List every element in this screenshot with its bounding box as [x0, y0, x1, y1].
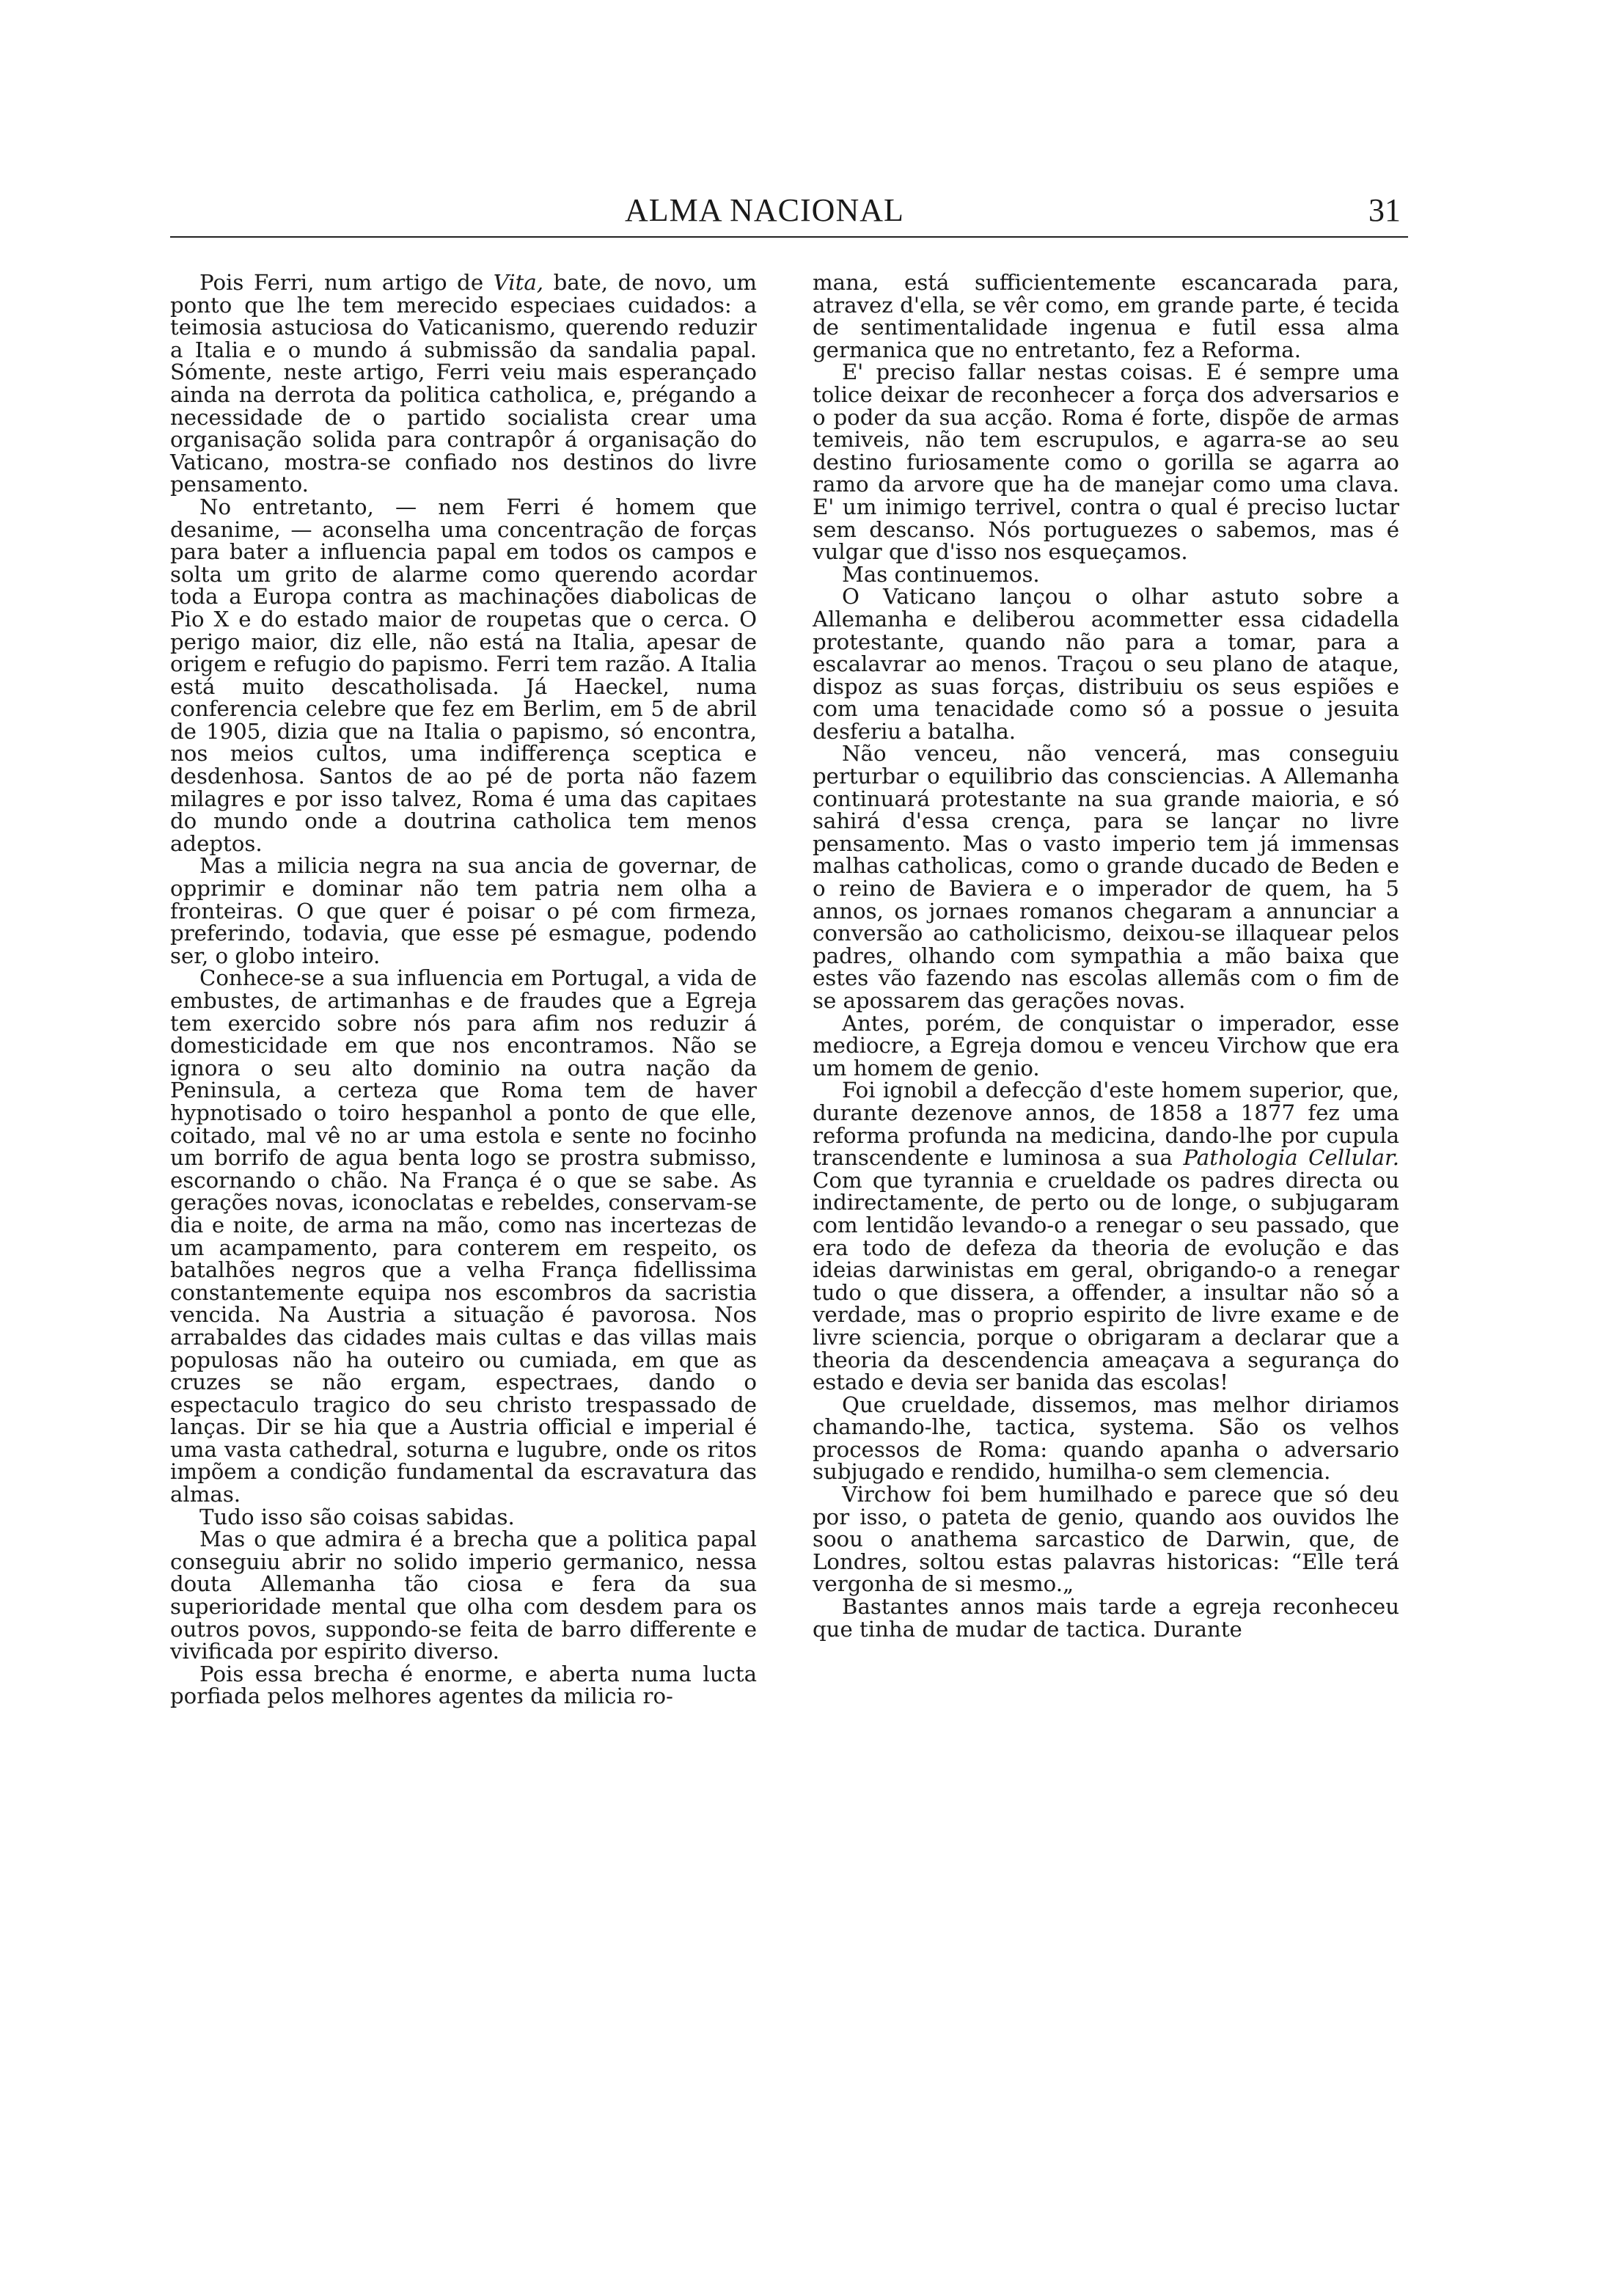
- paragraph: Pois essa brecha é enorme, e aberta numa lucta porfiada pelos melhores agentes da milicia ro-: [170, 1661, 757, 1709]
- italic-title: Pathologia Cellular.: [1183, 1145, 1400, 1171]
- paragraph: Mas continuemos.: [842, 561, 1040, 587]
- right-column: [813, 271, 1399, 1640]
- running-head-title: ALMA NACIONAL: [625, 192, 904, 228]
- italic-title: Vita,: [493, 270, 544, 295]
- paragraph-text: Pois Ferri, num artigo de: [199, 270, 494, 295]
- left-column: [170, 271, 757, 1708]
- paragraph: O Vaticano lançou o olhar astuto sobre a Allemanha e deliberou acommetter essa cidadella protestante, quando não para a tomar, para a escalavrar ao menos. Traçou o seu plano de ataque, dispoz as suas forças, distribuiu os seus espiões e com uma tenacidade como só a possue o jesuita desferiu a batalha.: [813, 584, 1399, 744]
- paragraph: Conhece-se a sua influencia em Portugal, a vida de embustes, de artimanhas e de fraudes que a Egreja tem exercido sobre nós para afim nos reduzir á domesticidade em que nos encontramos. Não se ignora o seu alto dominio na outra nação da Peninsula, a certeza que Roma tem de haver hypnotisado o toiro hespanhol a ponto de que elle, coitado, mal vê no ar uma estola e sente no focinho um borrifo de agua benta logo se prostra submisso, escornando o chão. Na França é o que se sabe. As gerações novas, iconoclatas e rebeldes, conservam-se dia e noite, de arma na mão, como nas incertezas de um acampamento, para conterem em respeito, os batalhões negros que a velha França fidellissima constantemente equipa nos escombros da sacristia vencida. Na Austria a situação é pavorosa. Nos arrabaldes das cidades mais cultas e das villas mais populosas não ha outeiro ou cumiada, em que as cruzes se não ergam, espectraes, dando o espectaculo tragico do seu christo trespassado de lanças. Dir se hia que a Austria official e imperial é uma vasta cathedral, soturna e lugubre, onde os ritos impõem a condição fundamental da escravatura das almas.: [170, 965, 757, 1507]
- paragraph: Não venceu, não vencerá, mas conseguiu perturbar o equilibrio das consciencias. A Allemanha continuará protestante na sua grande maioria, e só sahirá d'essa crença, para se lançar no livre pensamento. Mas o vasto imperio tem já immensas malhas catholicas, como o grande ducado de Beden e o reino de Baviera e o imperador de quem, ha 5 annos, os jornaes romanos chegaram a annunciar a conversão ao catholicismo, deixou-se illaquear pelos padres, olhando com sympathia a mão baixa que estes vão fazendo nas escolas allemãs com o fim de se apossarem das gerações novas.: [813, 741, 1399, 1013]
- paragraph: Virchow foi bem humilhado e parece que só deu por isso, o pateta de genio, quando aos ouvidos lhe soou o anathema sarcastico de Darwin, que, de Londres, soltou estas palavras historicas: “Elle terá vergonha de si mesmo.„: [813, 1482, 1399, 1597]
- paragraph: Mas o que admira é a brecha que a politica papal conseguiu abrir no solido imperio germanico, nessa douta Allemanha tão ciosa e fera da sua superioridade mental que olha com desdem para os outros povos, suppondo-se feita de barro differente e vivificada por espirito diverso.: [170, 1527, 757, 1664]
- paragraph: Bastantes annos mais tarde a egreja reconheceu que tinha de mudar de tactica. Durante: [813, 1594, 1399, 1642]
- paragraph: Tudo isso são coisas sabidas.: [199, 1504, 515, 1529]
- paragraph: mana, está sufficientemente escancarada para, atravez d'ella, se vêr como, em grande parte, é tecida de sentimentalidade ingenua e futil essa alma germanica que no entretanto, fez a Reforma.: [813, 270, 1399, 362]
- paragraph: No entretanto, — nem Ferri é homem que desanime, — aconselha uma concentração de forças para bater a influencia papal em todos os campos e solta um grito de alarme como querendo acordar toda a Europa contra as machinações diabolicas de Pio X e do estado maior de roupetas que o cerca. O perigo maior, diz elle, não está na Italia, apesar de origem e refugio do papismo. Ferri tem razão. A Italia está muito descatholisada. Já Haeckel, numa conferencia celebre que fez em Berlim, em 5 de abril de 1905, dizia que na Italia o papismo, só encontra, nos meios cultos, uma indifferença sceptica e desdenhosa. Santos de ao pé de porta não fazem milagres e por isso talvez, Roma é uma das capitaes do mundo onde a doutrina catholica tem menos adeptos.: [170, 494, 757, 856]
- paragraph-text: bate, de novo, um ponto que lhe tem merecido especiaes cuidados: a teimosia astuciosa do Vaticanismo, querendo reduzir a Italia e o mundo á submissão da sandalia papal. Sómente, neste artigo, Ferri veiu mais esperançado ainda na derrota da politica catholica, e, prégando a necessidade de o partido socialista crear uma organisação solida para contrapôr á organisação do Vaticano, mostra-se confiado nos destinos do livre pensamento.: [170, 270, 757, 497]
- paragraph: Que crueldade, dissemos, mas melhor diriamos chamando-lhe, tactica, systema. São os velhos processos de Roma: quando apanha o adversario subjugado e rendido, humilha-o sem clemencia.: [813, 1392, 1399, 1485]
- header-rule: [170, 236, 1408, 238]
- paragraph-text: Com que tyrannia e crueldade os padres directa ou indirectamente, de perto ou de longe, o subjugaram com lentidão levando-o a renegar o seu passado, que era todo de defeza da theoria de evolução e das ideias darwinistas em geral, obrigando-o a renegar tudo o que dissera, a offender, a insultar não só a verdade, mas o proprio espirito de livre exame e de livre sciencia, porque o obrigaram a declarar que a theoria da descendencia ameaçava a segurança do estado e devia ser banida das escolas!: [813, 1167, 1399, 1395]
- paragraph: [170, 271, 757, 496]
- paragraph: [813, 1079, 1399, 1393]
- paragraph: Mas a milicia negra na sua ancia de governar, de opprimir e dominar não tem patria nem olha a fronteiras. O que quer é poisar o pé com firmeza, preferindo, todavia, que esse pé esmague, podendo ser, o globo inteiro.: [170, 853, 757, 968]
- page-number: 31: [1368, 192, 1401, 228]
- paragraph-text: Foi ignobil a defecção d'este homem superior, que, durante dezenove annos, de 1858 a 1877 fez uma reforma profunda na medicina, dando-lhe por cupula transcendente e luminosa a sua: [813, 1078, 1399, 1171]
- running-header: [170, 189, 1410, 232]
- paragraph: E' preciso fallar nestas coisas. E é sempre uma tolice deixar de reconhecer a força dos adversarios e o poder da sua acção. Roma é forte, dispõe de armas temiveis, não tem escrupulos, e agarra-se ao seu destino furiosamente como o gorilla se agarra ao ramo da arvore que ha de manejar como uma clava. E' um inimigo terrivel, contra o qual é preciso luctar sem descanso. Nós portuguezes o sabemos, mas é vulgar que d'isso nos esqueçamos.: [813, 359, 1399, 565]
- paragraph: Antes, porém, de conquistar o imperador, esse mediocre, a Egreja domou e venceu Virchow que era um homem de genio.: [813, 1010, 1399, 1081]
